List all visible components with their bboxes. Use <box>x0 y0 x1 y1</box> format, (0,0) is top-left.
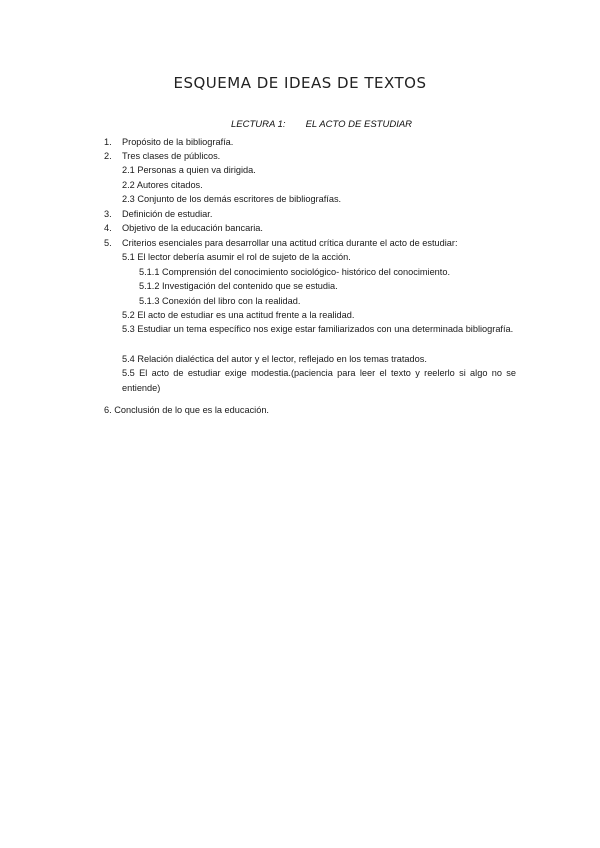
list-item-number: 3. <box>104 209 112 219</box>
list-item-5-2: 5.2 El acto de estudiar es una actitud frente a la realidad. <box>122 310 355 320</box>
list-item-2-2: 2.2 Autores citados. <box>122 180 203 190</box>
list-item-2-3: 2.3 Conjunto de los demás escritores de bibliografías. <box>122 194 342 204</box>
list-item-text: Criterios esenciales para desarrollar una actitud crítica durante el acto de estudiar: <box>122 238 458 248</box>
list-item-6: 6. Conclusión de lo que es la educación. <box>104 405 269 415</box>
list-item-text: Tres clases de públicos. <box>122 151 221 161</box>
document-title: ESQUEMA DE IDEAS DE TEXTOS <box>173 74 427 92</box>
list-item-number: 4. <box>104 223 112 233</box>
list-item-5-1-1: 5.1.1 Comprensión del conocimiento sociológico- histórico del conocimiento. <box>139 267 451 277</box>
list-item-3 <box>104 208 212 220</box>
reading-number: LECTURA 1: <box>231 119 286 130</box>
reading-name: EL ACTO DE ESTUDIAR <box>305 119 413 130</box>
list-item-text: Propósito de la bibliografía. <box>122 137 234 147</box>
list-item-text: Definición de estudiar. <box>122 209 213 219</box>
list-item-4 <box>104 222 263 234</box>
list-item-2-1: 2.1 Personas a quien va dirigida. <box>122 165 256 175</box>
list-item-number: 5. <box>104 238 112 248</box>
list-item-5-3: 5.3 Estudiar un tema específico nos exige estar familiarizados con una determinada bibliografía. <box>122 324 514 334</box>
list-item-number: 2. <box>104 151 112 161</box>
list-item-5-1-3: 5.1.3 Conexión del libro con la realidad. <box>139 296 301 306</box>
list-item-5-5: 5.5 El acto de estudiar exige modestia.(paciencia para leer el texto y reelerlo si algo no se entiende) <box>122 368 516 393</box>
list-item-5-4: 5.4 Relación dialéctica del autor y el lector, reflejado en los temas tratados. <box>122 354 427 364</box>
list-item-2 <box>104 150 220 162</box>
list-item-text: Objetivo de la educación bancaria. <box>122 223 263 233</box>
list-item-5-1: 5.1 El lector debería asumir el rol de sujeto de la acción. <box>122 252 351 262</box>
reading-subtitle <box>231 119 412 130</box>
list-item-5-1-2: 5.1.2 Investigación del contenido que se estudia. <box>139 281 338 291</box>
list-item-5 <box>104 237 458 249</box>
list-item-number: 1. <box>104 137 112 147</box>
list-item-1 <box>104 136 233 148</box>
